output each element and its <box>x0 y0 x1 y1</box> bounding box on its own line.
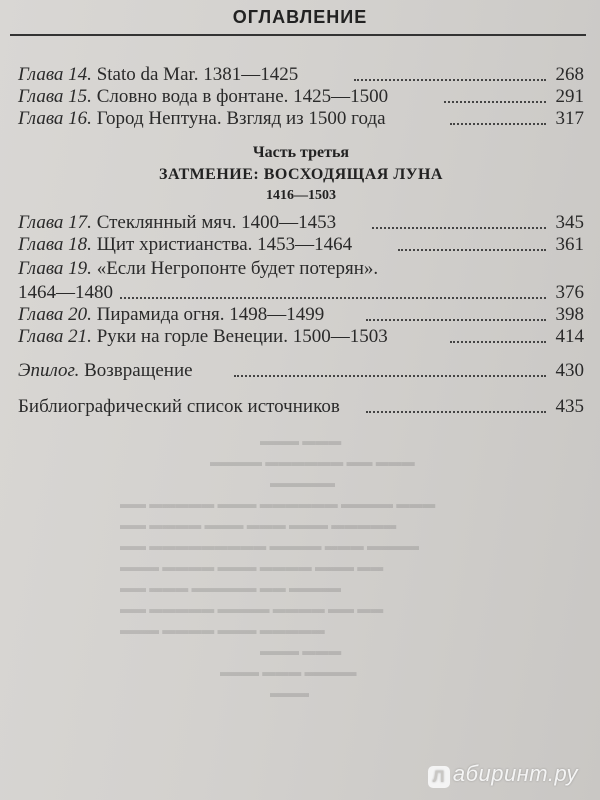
entry-prefix: Глава 16. <box>18 108 92 129</box>
toc-entry-ch19-continued <box>18 282 584 304</box>
entry-title: Стеклянный мяч. 1400—1453 <box>96 212 337 233</box>
toc-entry-ch14 <box>18 64 584 86</box>
leader-dots <box>450 339 546 343</box>
entry-title: Stato da Mar. 1381—1425 <box>96 64 299 85</box>
entry-title: 1464—1480 <box>18 282 113 303</box>
entry-page-number: 414 <box>555 326 584 347</box>
entry-prefix: Глава 15. <box>18 86 92 107</box>
page-title: ОГЛАВЛЕНИЕ <box>232 7 368 27</box>
entry-page-number: 317 <box>555 108 584 129</box>
leader-dots <box>120 295 546 299</box>
labirint-watermark-logo <box>428 761 578 788</box>
entry-page-number: 361 <box>555 234 584 255</box>
toc-entry-ch15 <box>18 86 584 108</box>
toc-entry-ch19 <box>18 258 584 280</box>
toc-entry-ch17 <box>18 212 584 234</box>
part-label: Часть третья <box>252 144 350 161</box>
entry-prefix: Глава 19. <box>18 258 92 279</box>
toc-entry-ch20 <box>18 304 584 326</box>
leader-dots <box>444 99 546 103</box>
entry-page-number: 291 <box>555 86 584 107</box>
part-years: 1416—1503 <box>266 188 336 203</box>
entry-page-number: 430 <box>555 360 584 381</box>
entry-prefix: Глава 18. <box>18 234 92 255</box>
entry-page-number: 376 <box>555 282 584 303</box>
leader-dots <box>366 317 546 321</box>
leader-dots <box>398 247 546 251</box>
toc-entry-ch18 <box>18 234 584 256</box>
entry-title: Пирамида огня. 1498—1499 <box>96 304 325 325</box>
entry-title: Щит христианства. 1453—1464 <box>96 234 353 255</box>
entry-title: Город Нептуна. Взгляд из 1500 года <box>96 108 386 129</box>
labirint-logo-icon: Л <box>428 766 450 788</box>
leader-dots <box>366 409 546 413</box>
entry-title: Библиографический список источников <box>18 396 340 417</box>
logo-text: абиринт.ру <box>452 761 578 786</box>
leader-dots <box>450 121 546 125</box>
toc-entry-bibliography <box>18 396 584 418</box>
toc-entry-ch16 <box>18 108 584 130</box>
entry-prefix: Глава 20. <box>18 304 92 325</box>
entry-title: Руки на горле Венеции. 1500—1503 <box>96 326 388 347</box>
entry-page-number: 435 <box>555 396 584 417</box>
toc-entry-ch21 <box>18 326 584 348</box>
entry-title: Возвращение <box>84 360 193 381</box>
leader-dots <box>372 225 546 229</box>
entry-page-number: 345 <box>555 212 584 233</box>
part-title: ЗАТМЕНИЕ: ВОСХОДЯЩАЯ ЛУНА <box>159 166 443 183</box>
entry-prefix: Глава 21. <box>18 326 92 347</box>
show-through-texture: ▬▬▬ ▬▬▬ ▬▬▬▬ ▬▬▬▬▬▬ ▬▬ ▬▬▬ ▬▬▬▬▬ ▬▬ ▬▬▬▬▬ ▬▬▬ ▬▬▬▬▬▬ ▬▬▬▬ ▬▬▬ ▬▬ ▬▬▬▬ ▬▬▬ ▬▬▬ ▬▬▬ ▬▬▬▬▬ ▬▬ ▬▬▬▬▬▬▬▬▬ ▬▬▬▬ ▬▬▬ ▬▬▬▬ ▬▬▬ ▬▬▬▬ ▬▬▬ ▬▬▬▬ ▬▬▬ ▬▬ ▬▬ ▬▬▬ ▬▬▬▬▬ ▬▬ ▬▬▬▬ ▬▬ ▬▬▬▬▬ ▬▬▬▬ ▬▬▬▬ ▬▬ ▬▬ ▬▬▬ ▬▬▬▬ ▬▬▬ ▬▬▬▬▬ ▬▬▬ ▬▬▬ ▬▬▬ ▬▬▬ ▬▬▬▬ ▬▬▬ <box>120 433 436 700</box>
entry-prefix: Глава 14. <box>18 64 92 85</box>
leader-dots <box>354 77 546 81</box>
entry-prefix: Глава 17. <box>18 212 92 233</box>
entry-page-number: 268 <box>555 64 584 85</box>
toc-entry-epilogue <box>18 360 584 382</box>
entry-page-number: 398 <box>555 304 584 325</box>
leader-dots <box>234 373 546 377</box>
entry-prefix: Эпилог. <box>18 360 80 381</box>
entry-title: Словно вода в фонтане. 1425—1500 <box>96 86 389 107</box>
entry-title: «Если Негропонте будет потерян». <box>96 258 379 279</box>
